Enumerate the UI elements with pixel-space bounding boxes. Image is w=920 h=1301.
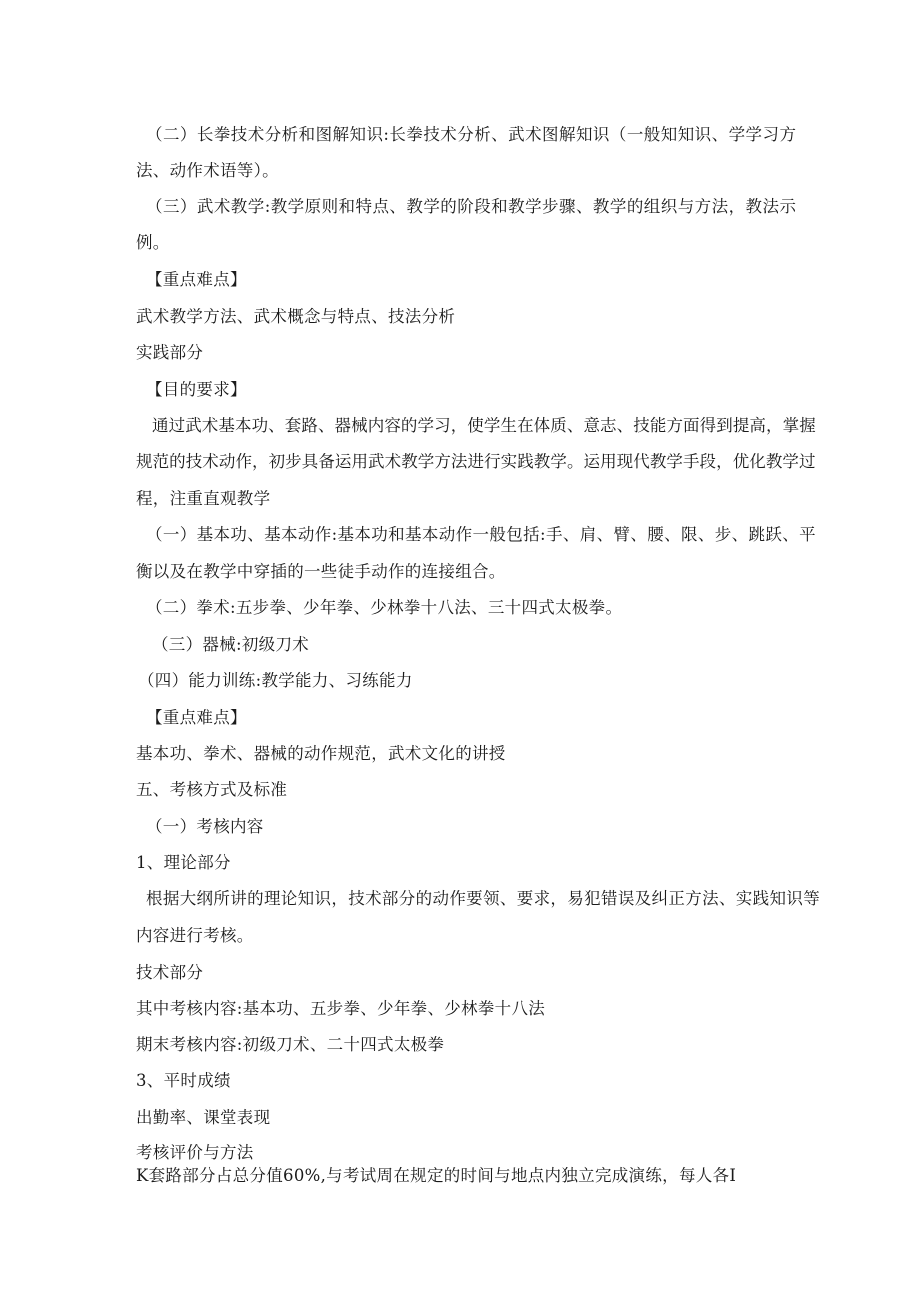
text-line: （三）武术教学:教学原则和特点、教学的阶段和教学步骤、教学的组织与方法，教法示 — [146, 197, 797, 216]
text-line: （一）考核内容 — [146, 817, 264, 836]
text-line: 技术部分 — [136, 963, 204, 982]
section-heading: 【目的要求】 — [146, 380, 247, 399]
text-line: （二）长拳技术分析和图解知识:长拳技术分析、武术图解知识（一般知知识、学学习方 — [146, 125, 797, 144]
text-line: 衡以及在教学中穿插的一些徒手动作的连接组合。 — [136, 562, 506, 581]
text-line: 其中考核内容:基本功、五步拳、少年拳、少林拳十八法 — [136, 999, 546, 1018]
text-line: 根据大纲所讲的理论知识，技术部分的动作要领、要求，易犯错误及纠正方法、实践知识等 — [146, 889, 821, 908]
text-line: （四）能力训练:教学能力、习练能力 — [138, 671, 413, 690]
text-line: （二）拳术:五步拳、少年拳、少林拳十八法、三十四式太极拳。 — [146, 598, 623, 617]
text-line: 例。 — [136, 233, 170, 252]
text-line: 基本功、拳术、器械的动作规范，武术文化的讲授 — [136, 744, 506, 763]
text-line: 程，注重直观教学 — [136, 489, 271, 508]
section-heading: 五、考核方式及标准 — [136, 780, 288, 799]
text-line: 出勤率、课堂表现 — [136, 1108, 271, 1127]
text-line: 法、动作术语等）。 — [136, 161, 279, 180]
text-line: 规范的技术动作，初步具备运用武术教学方法进行实践教学。运用现代教学手段，优化教学过 — [136, 452, 816, 471]
text-line: 内容进行考核。 — [136, 926, 254, 945]
text-line: 1、理论部分 — [136, 853, 231, 872]
text-line: K套路部分占总分值60%,与考试周在规定的时间与地点内独立完成演练，每人各I — [136, 1166, 737, 1185]
text-line: 武术教学方法、武术概念与特点、技法分析 — [136, 307, 456, 326]
text-line: 通过武术基本功、套路、器械内容的学习，使学生在体质、意志、技能方面得到提高，掌握 — [152, 416, 816, 435]
text-line: 3、平时成绩 — [136, 1071, 231, 1090]
text-line: （三）器械:初级刀术 — [152, 635, 310, 654]
text-line: 考核评价与方法 — [136, 1143, 254, 1162]
text-line: 实践部分 — [136, 343, 204, 362]
text-line: （一）基本功、基本动作:基本功和基本动作一般包括:手、肩、臂、腰、限、步、跳跃、平 — [146, 525, 816, 544]
text-line: 期末考核内容:初级刀术、二十四式太极拳 — [136, 1035, 445, 1054]
section-heading: 【重点难点】 — [146, 708, 247, 727]
section-heading: 【重点难点】 — [146, 270, 247, 289]
